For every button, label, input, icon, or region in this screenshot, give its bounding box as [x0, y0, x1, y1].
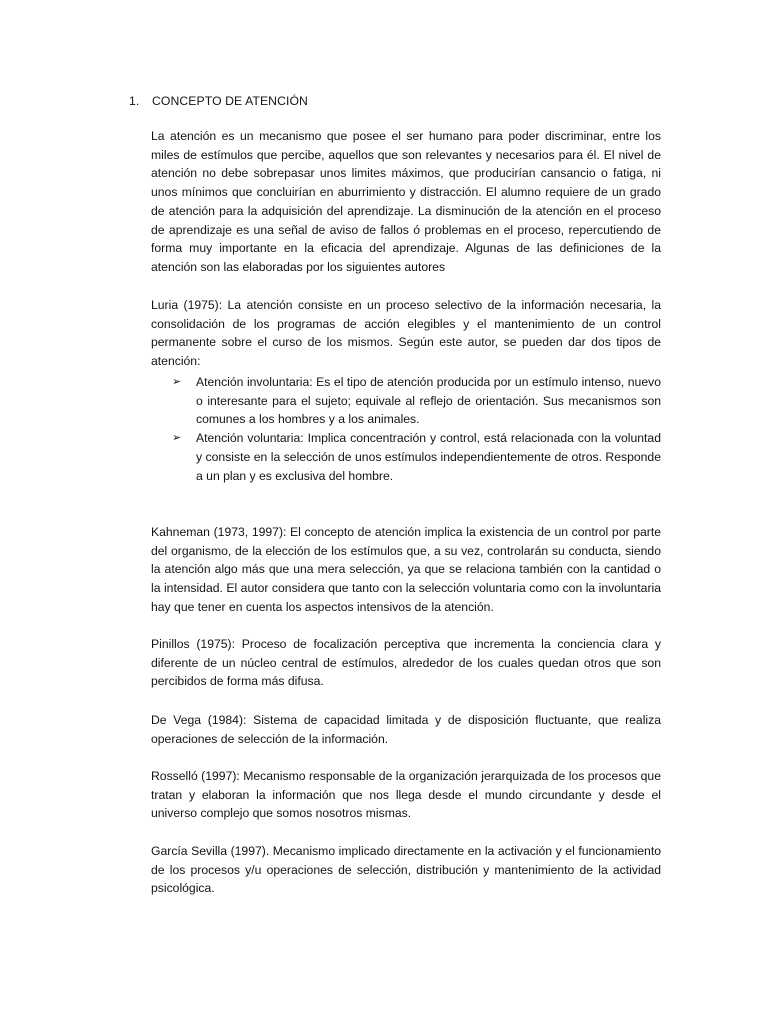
list-item-involuntaria [151, 373, 661, 429]
list-item-text: Atención involuntaria: Es el tipo de atención producida por un estímulo intenso, nuevo o interesante para el sujeto; equivale al reflejo de orientación. Sus mecanismos son comunes a los hombres y a los animales. [196, 375, 661, 427]
garcia-sevilla-paragraph: García Sevilla (1997). Mecanismo implicado directamente en la activación y el funcionamiento de los procesos y/u operaciones de selección, distribución y mantenimiento de la actividad psicológica. [151, 844, 661, 896]
rossello-paragraph: Rosselló (1997): Mecanismo responsable de la organización jerarquizada de los procesos que tratan y elaboran la información que nos llega desde el mundo circundante y desde el universo complejo que somos nosotros mismas. [151, 769, 661, 821]
section-heading [129, 92, 308, 111]
pinillos-paragraph: Pinillos (1975): Proceso de focalización perceptiva que incrementa la conciencia clara y diferente de un núcleo central de estímulos, alrededor de los cuales quedan otros que son percibidos de forma más difusa. [151, 637, 661, 689]
kahneman-paragraph: Kahneman (1973, 1997): El concepto de atención implica la existencia de un control por parte del organismo, de la elección de los estímulos que, a su vez, controlarán su conducta, siendo la atención algo más que una mera selección, ya que se relaciona también con la cantidad o la intensidad. El autor considera que tanto con la selección voluntaria como con la involuntaria hay que tener en cuenta los aspectos intensivos de la atención. [151, 525, 661, 614]
attention-types-list [151, 373, 661, 485]
devega-paragraph: De Vega (1984): Sistema de capacidad limitada y de disposición fluctuante, que realiza operaciones de selección de la información. [151, 713, 661, 746]
section-title: CONCEPTO DE ATENCIÓN [152, 94, 308, 108]
arrow-bullet-icon: ➢ [172, 376, 182, 388]
list-item-text: Atención voluntaria: Implica concentración y control, está relacionada con la voluntad y consiste en la selección de unos estímulos independientemente de otros. Responde a un plan y es exclusiva del hombre. [196, 431, 661, 483]
arrow-bullet-icon: ➢ [172, 432, 182, 445]
luria-paragraph: Luria (1975): La atención consiste en un proceso selectivo de la información necesaria, la consolidación de los programas de acción elegibles y el mantenimiento de un control permanente sobre el curso de los mismos. Según este autor, se pueden dar dos tipos de atención: [151, 298, 661, 369]
intro-paragraph: La atención es un mecanismo que posee el ser humano para poder discriminar, entre los miles de estímulos que percibe, aquellos que son relevantes y necesarios para él. El nivel de atención no debe sobrepasar unos limites máximos, que producirían cansancio o fatiga, ni unos mínimos que concluirían en aburrimiento y distracción. El alumno requiere de un grado de atención para la adquisición del aprendizaje. La disminución de la atención en el proceso de aprendizaje es una señal de aviso de fallos ó problemas en el proceso, repercutiendo de forma muy importante en la eficacia del aprendizaje. Algunas de las definiciones de la atención son las elaboradas por los siguientes autores [151, 129, 661, 274]
list-item-voluntaria [151, 429, 661, 485]
section-number: 1. [129, 94, 140, 108]
